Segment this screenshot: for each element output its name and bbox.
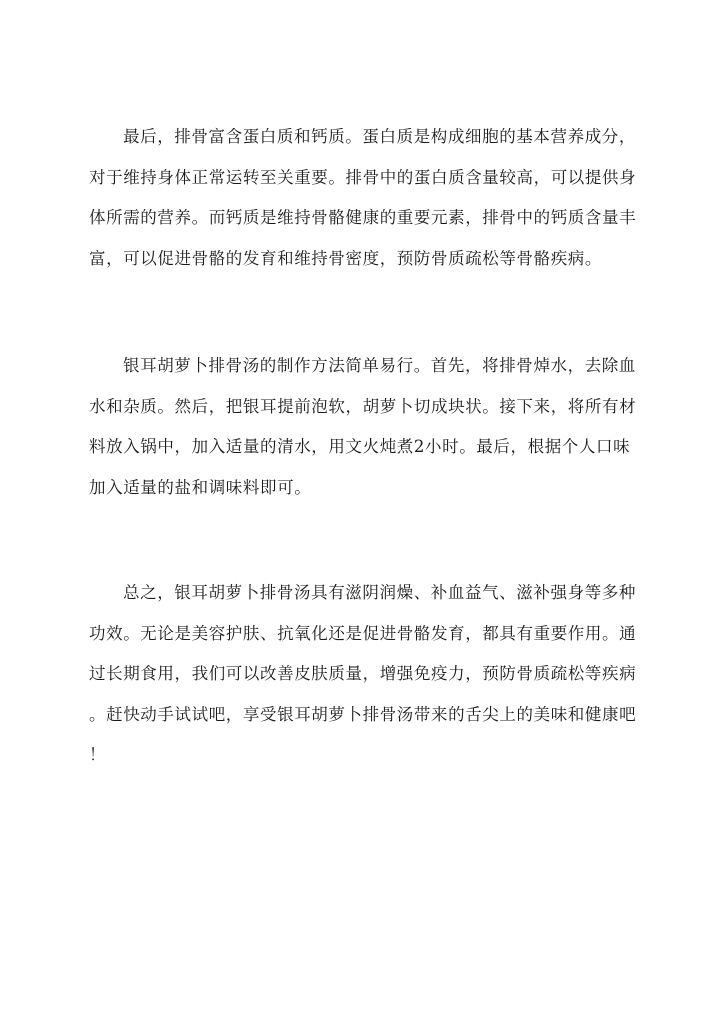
- text-line: 富，可以促进骨骼的发育和维持骨密度，预防骨质疏松等骨骼疾病。: [89, 248, 602, 268]
- text-line: 最后，排骨富含蛋白质和钙质。蛋白质是构成细胞的基本营养成分，: [123, 127, 636, 146]
- paragraph-conclusion: [89, 573, 637, 776]
- text-line: 过长期食用，我们可以改善皮肤质量，增强免疫力，预防骨质疏松等疾病: [89, 664, 637, 683]
- text-line: 银耳胡萝卜排骨汤的制作方法简单易行。首先，将排骨焯水，去除血: [123, 356, 636, 375]
- text-line: 。赶快动手试试吧，享受银耳胡萝卜排骨汤带来的舌尖上的美味和健康吧: [89, 704, 637, 724]
- text-line: 功效。无论是美容护肤、抗氧化还是促进骨骼发育，都具有重要作用。通: [89, 623, 637, 643]
- text-line: 料放入锅中，加入适量的清水，用文火炖煮2小时。最后，根据个人口味: [89, 437, 631, 456]
- text-line: 对于维持身体正常运转至关重要。排骨中的蛋白质含量较高，可以提供身: [89, 167, 637, 187]
- paragraph-cooking-method: [89, 346, 637, 508]
- text-line: 总之，银耳胡萝卜排骨汤具有滋阴润燥、补血益气、滋补强身等多种: [123, 583, 636, 602]
- text-line: 体所需的营养。而钙质是维持骨骼健康的重要元素，排骨中的钙质含量丰: [89, 208, 637, 227]
- text-line: ！: [89, 745, 107, 764]
- text-line: 加入适量的盐和调味料即可。: [89, 477, 312, 497]
- text-line: 水和杂质。然后，把银耳提前泡软，胡萝卜切成块状。接下来，将所有材: [89, 396, 637, 416]
- paragraph-pork-rib-nutrition: [89, 117, 637, 279]
